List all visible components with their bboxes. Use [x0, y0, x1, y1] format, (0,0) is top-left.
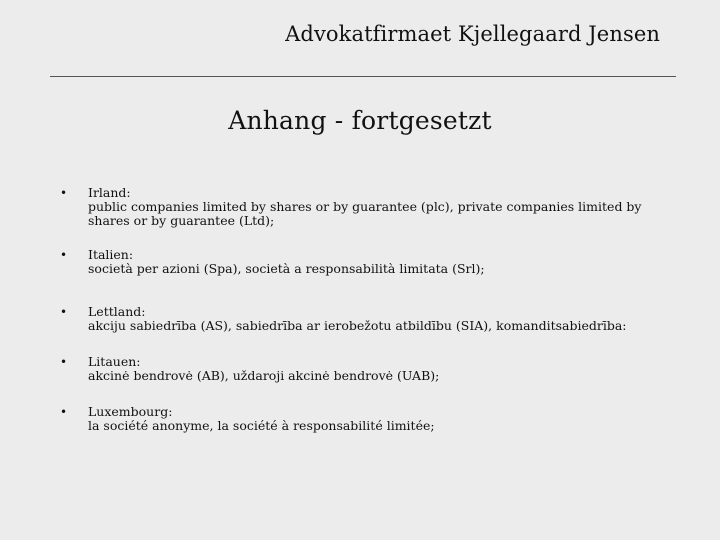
country-label: Italien:	[88, 247, 134, 262]
legal-forms-text: la société anonyme, la société à responsabilité limitée;	[88, 418, 435, 433]
country-label: Irland:	[88, 185, 131, 200]
header-divider	[50, 76, 676, 77]
bullet-icon: •	[60, 248, 68, 262]
legal-forms-text: società per azioni (Spa), società a responsabilità limitata (Srl);	[88, 261, 485, 276]
country-label: Luxembourg:	[88, 404, 173, 419]
country-label: Litauen:	[88, 354, 141, 369]
legal-forms-text: public companies limited by shares or by guarantee (plc), private companies limited by shares or by guarantee (Ltd);	[88, 199, 642, 228]
legal-forms-text: akcinė bendrovė (AB), uždaroji akcinė bendrovė (UAB);	[88, 368, 440, 383]
bullet-icon: •	[60, 305, 68, 319]
bullet-icon: •	[60, 355, 68, 369]
country-label: Lettland:	[88, 304, 146, 319]
bullet-icon: •	[60, 186, 68, 200]
firm-name-header: Advokatfirmaet Kjellegaard Jensen	[285, 22, 660, 46]
slide-title: Anhang - fortgesetzt	[228, 106, 492, 135]
legal-forms-text: akciju sabiedrība (AS), sabiedrība ar ierobežotu atbildību (SIA), komanditsabiedrība:	[88, 318, 627, 333]
bullet-icon: •	[60, 405, 68, 419]
